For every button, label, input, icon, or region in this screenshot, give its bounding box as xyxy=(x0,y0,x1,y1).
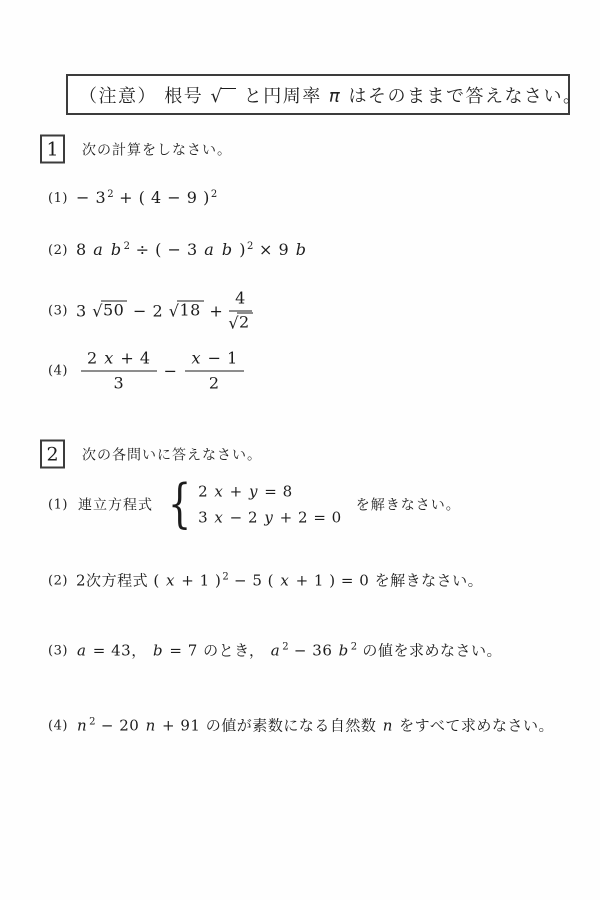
formula: 8 a b $^2$ ÷ ( − 3 a b )$^2$ × 9 b xyxy=(76,240,307,259)
problem-2-item-3 xyxy=(48,642,502,661)
problem-2-item-4 xyxy=(48,717,554,736)
lead-text: 連立方程式 xyxy=(78,497,153,514)
problem-1-header xyxy=(40,135,232,164)
formula: 2次方程式 ( x + 1 )$^2$ − 5 ( x + 1 ) = 0 を解きなさい。 xyxy=(76,571,484,590)
denominator: √2 xyxy=(228,312,252,334)
item-label: (3) xyxy=(48,303,68,319)
tail-text: を解きなさい。 xyxy=(355,497,461,514)
equation-1: 2 x + y = 8 xyxy=(198,482,293,501)
problem-2-item-1 xyxy=(48,474,461,535)
numerator: 2 x + 4 xyxy=(81,349,157,372)
item-label: (2) xyxy=(48,573,68,589)
problem-2-header xyxy=(40,440,262,469)
problem-1-item-4 xyxy=(48,349,249,394)
fraction xyxy=(185,349,244,394)
formula: 3 √50 − 2 √18 + xyxy=(76,300,224,320)
formula: a = 43， b = 7 のとき， a $^2$ − 36 b $^2$ の値を求めなさい。 xyxy=(77,641,503,660)
denominator: 2 xyxy=(208,373,220,393)
problem-1-item-2 xyxy=(48,240,308,260)
item-label: (3) xyxy=(48,643,68,659)
equations-group xyxy=(198,482,342,528)
problem-2-number-box: 2 xyxy=(40,440,65,469)
denominator: 3 xyxy=(113,373,125,393)
formula: − $3^2$ + ( 4 − 9 )$^2$ xyxy=(76,188,218,207)
problem-1-item-1 xyxy=(48,188,217,208)
system-brace: { xyxy=(167,474,192,535)
problem-1-item-3 xyxy=(48,289,258,334)
problem-1-number-box: 1 xyxy=(40,135,65,164)
fraction xyxy=(81,349,157,394)
problem-2-title: 次の各問いに答えなさい。 xyxy=(82,447,262,463)
formula: n $^2$ − 20 n + 91 の値が素数になる自然数 n をすべて求めなさい。 xyxy=(77,716,554,735)
minus-operator: − xyxy=(163,361,178,380)
item-label: (2) xyxy=(48,242,68,258)
problem-1-title: 次の計算をしなさい。 xyxy=(82,142,232,158)
numerator: x − 1 xyxy=(185,349,244,372)
item-label: (4) xyxy=(48,718,68,734)
item-label: (4) xyxy=(48,363,68,379)
notice-box xyxy=(66,74,583,115)
item-label: (1) xyxy=(48,190,68,206)
equation-2: 3 x − 2 y + 2 = 0 xyxy=(198,508,342,527)
notice-text: （注意） 根号 √ と円周率 π はそのままで答えなさい。 xyxy=(79,85,583,107)
numerator: 4 xyxy=(229,289,252,312)
fraction xyxy=(228,289,252,334)
item-label: (1) xyxy=(48,497,68,513)
problem-2-item-2 xyxy=(48,572,483,591)
